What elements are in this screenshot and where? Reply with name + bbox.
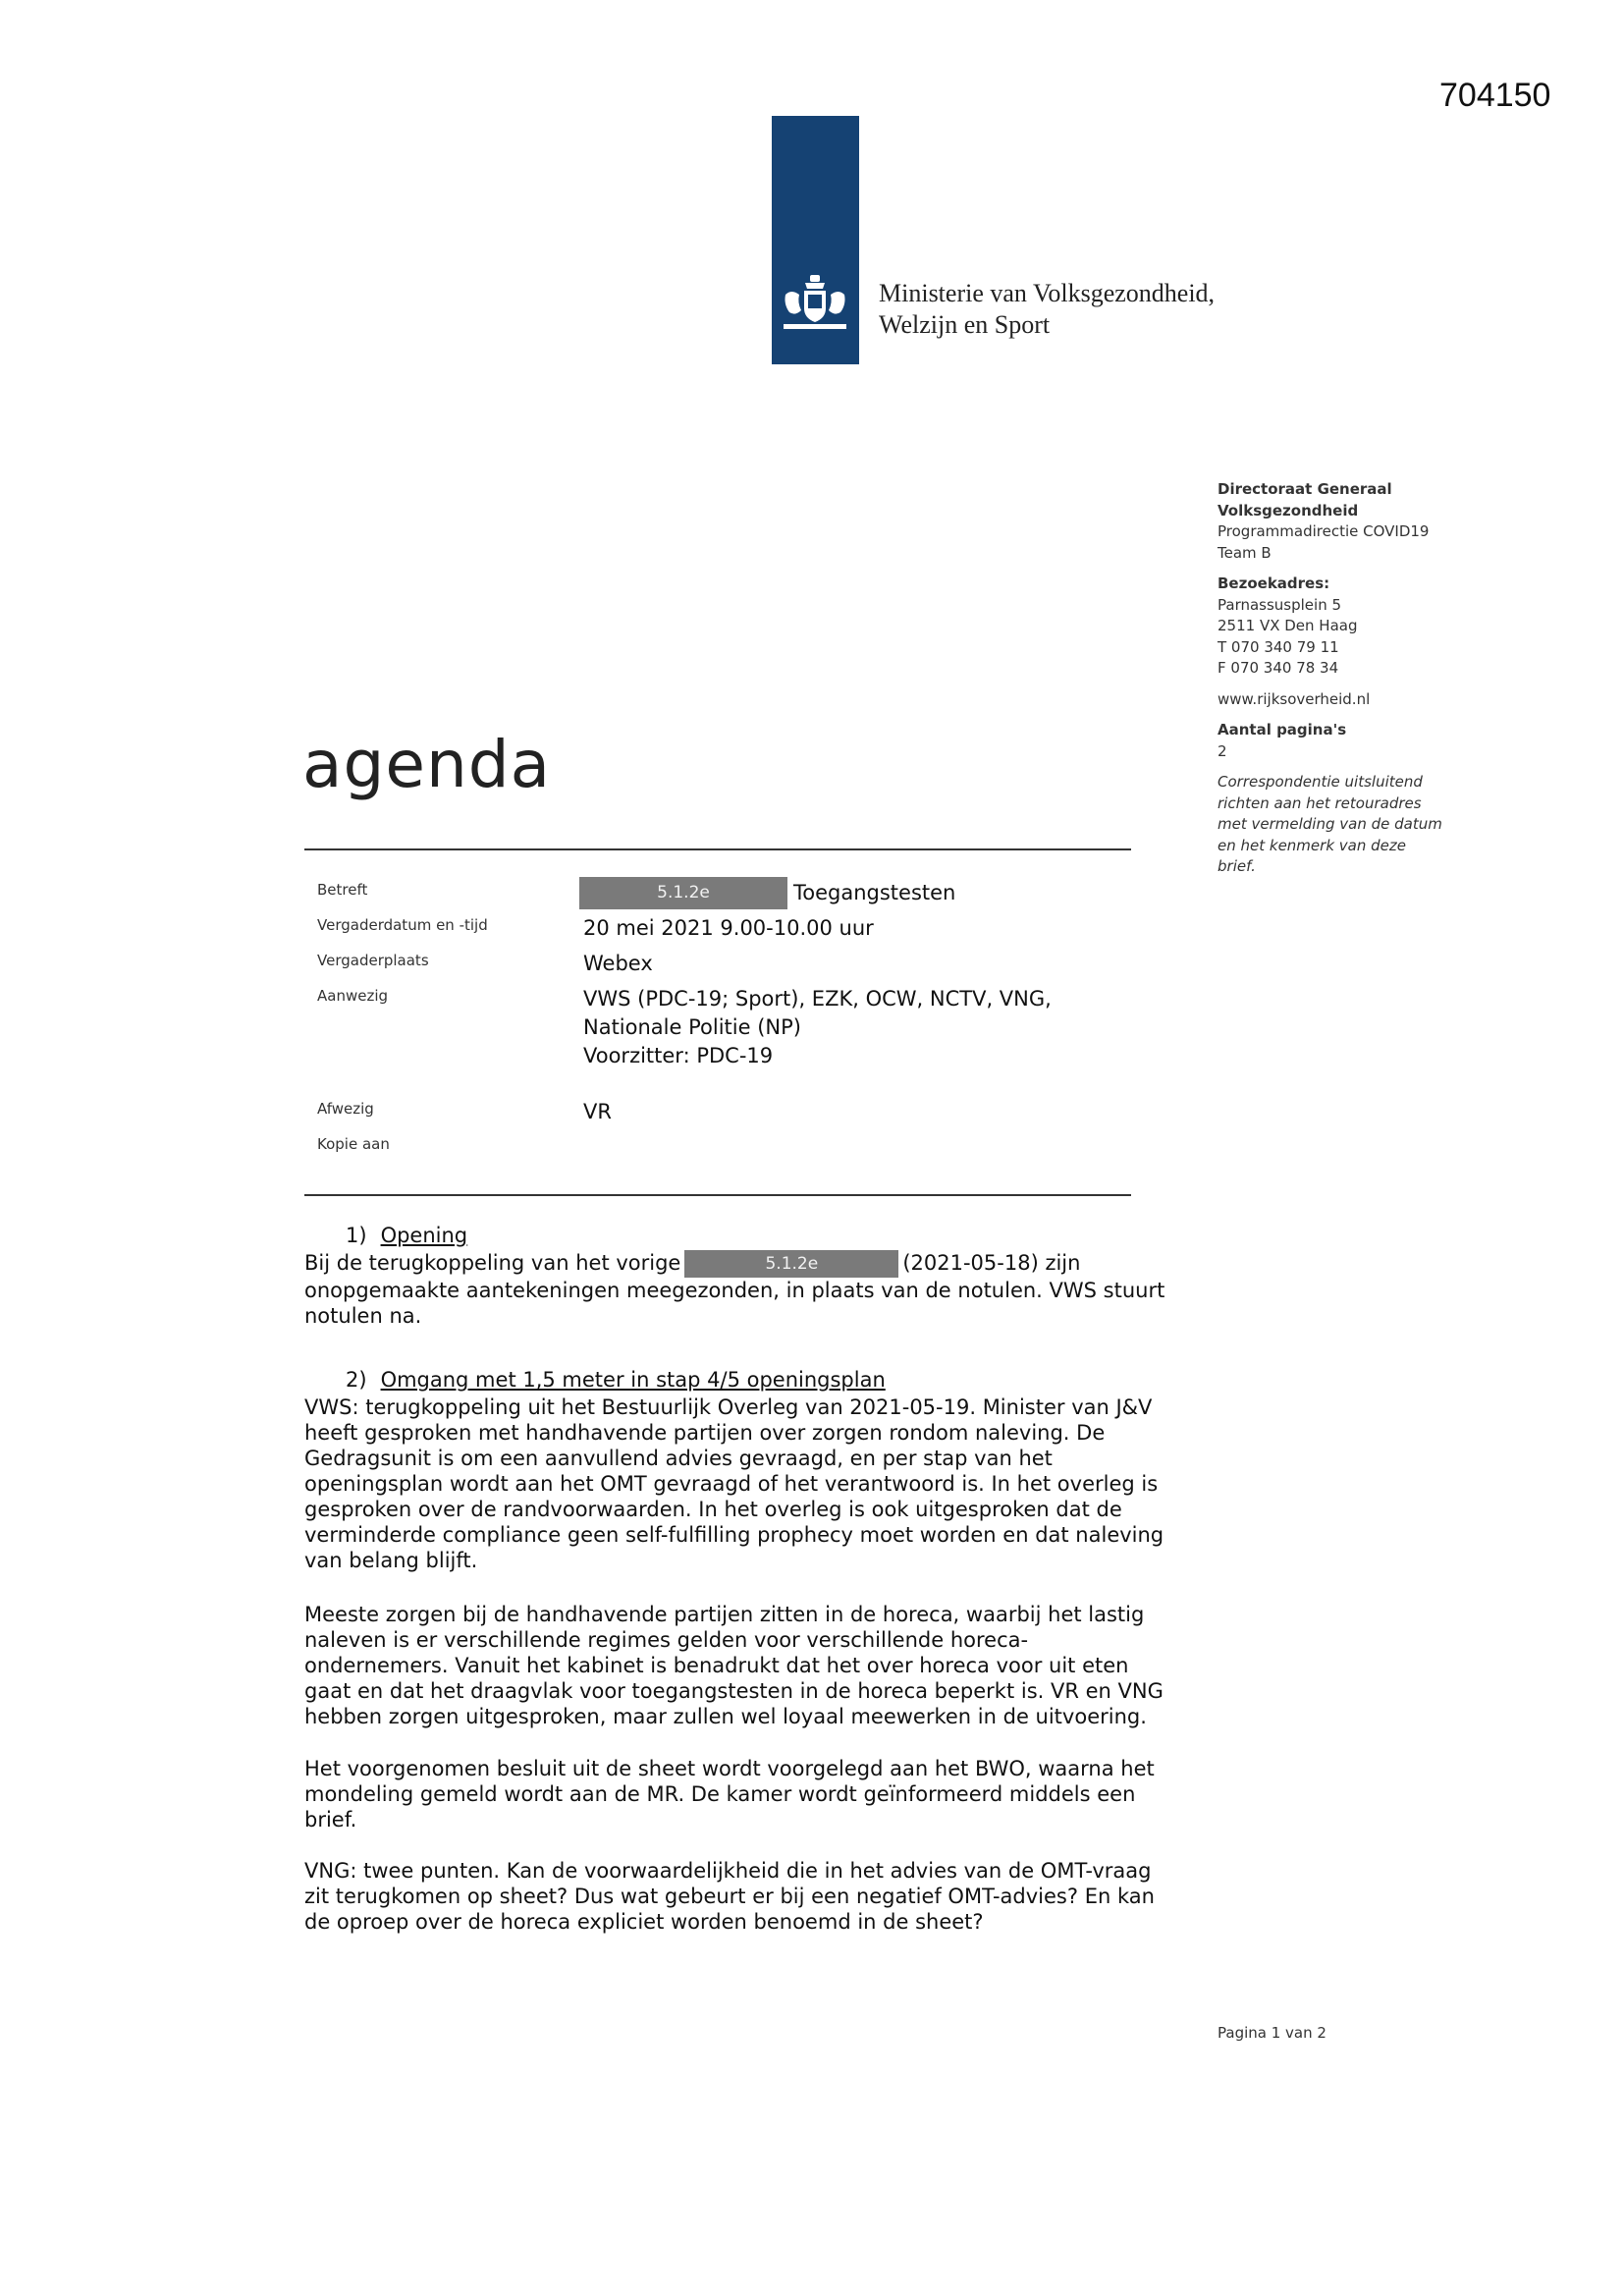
correspondence-note-line1: Correspondentie uitsluitend [1218,773,1423,791]
correspondence-note-line2: richten aan het retouradres [1218,793,1422,812]
ministry-name-line1: Ministerie van Volksgezondheid, [879,279,1216,307]
section-2-heading [346,1368,886,1392]
paragraph-line: mondeling gemeld wordt aan de MR. De kamer wordt geïnformeerd middels een [304,1782,1136,1806]
directorate-line2: Volksgezondheid [1218,501,1359,519]
section-1-title: Opening [380,1224,468,1247]
date-label: Vergaderdatum en -tijd [317,916,488,934]
street-address: Parnassusplein 5 [1218,595,1342,614]
paragraph-line: de oproep over de horeca expliciet worden benoemd in de sheet? [304,1910,984,1934]
visit-address-label: Bezoekadres: [1218,574,1330,592]
paragraph-line: verminderde compliance geen self-fulfilling prophecy moet worden en dat naleving [304,1523,1164,1547]
paragraph-line: openingsplan wordt aan het OMT gevraagd of het verantwoord is. In het overleg is [304,1472,1159,1496]
absent-value: VR [583,1100,612,1123]
present-line3: Voorzitter: PDC-19 [583,1044,774,1067]
section-1-line2: onopgemaakte aantekeningen meegezonden, in plaats van de notulen. VWS stuurt [304,1279,1165,1302]
ministry-name [879,278,1215,341]
section-1-text-a: Bij de terugkoppeling van het vorige [304,1251,681,1275]
section-1-line3: notulen na. [304,1304,422,1328]
paragraph-line: VNG: twee punten. Kan de voorwaardelijkheid die in het advies van de OMT-vraag [304,1859,1152,1883]
postal-city: 2511 VX Den Haag [1218,617,1358,634]
section-2-title: Omgang met 1,5 meter in stap 4/5 openingsplan [380,1368,886,1392]
ministry-logo-bar [772,116,859,364]
paragraph-line: zit terugkomen op sheet? Dus wat gebeurt er bij een negatief OMT-advies? En kan [304,1885,1155,1908]
paragraph-line: hebben zorgen uitgesproken, maar zullen wel loyaal meewerken in de uitvoering. [304,1705,1147,1728]
paragraph-line: Het voorgenomen besluit uit de sheet wordt voorgelegd aan het BWO, waarna het [304,1757,1155,1780]
correspondence-note-line5: brief. [1218,857,1256,875]
present-line1: VWS (PDC-19; Sport), EZK, OCW, NCTV, VNG, [583,987,1052,1011]
subject-value: Toegangstesten [793,881,956,904]
present-value [583,985,1052,1070]
paragraph-line: Meeste zorgen bij de handhavende partijen zitten in de horeca, waarbij het lastig [304,1603,1145,1626]
paragraph-line: gesproken over de randvoorwaarden. In het overleg is ook uitgesproken dat de [304,1498,1122,1521]
section-2-paragraph-4 [304,1858,1208,1935]
royal-coat-of-arms-icon [778,273,852,334]
place-value: Webex [583,952,653,975]
correspondence-note-line4: en het kenmerk van deze [1218,836,1406,854]
website-link[interactable]: www.rijksoverheid.nl [1218,689,1371,708]
place-label: Vergaderplaats [317,952,429,969]
paragraph-line: Gedragsunit is om een aanvullend advies gevraagd, en per stap van het [304,1447,1053,1470]
phone-number: T 070 340 79 11 [1218,637,1339,656]
paragraph-line: ondernemers. Vanuit het kabinet is benadrukt dat het over horeca voor uit eten [304,1654,1129,1677]
paragraph-line: brief. [304,1808,357,1831]
section-1-heading [346,1224,467,1247]
section-2-number: 2) [346,1368,367,1392]
paragraph-line: naleven is er verschillende regimes gelden voor verschillende horeca- [304,1628,1029,1652]
section-1-body [304,1250,1208,1329]
absent-label: Afwezig [317,1100,374,1118]
page-number-footer: Pagina 1 van 2 [1218,2024,1326,2042]
section-2-paragraph-3 [304,1756,1208,1832]
section-1-text-b: (2021-05-18) zijn [902,1251,1081,1275]
paragraph-line: gaat en dat het draagvlak voor toegangstesten in de horeca beperkt is. VR en VNG [304,1679,1164,1703]
page-title: agenda [302,727,552,802]
correspondence-note-line3: met vermelding van de datum [1218,815,1442,833]
bottom-divider [304,1194,1131,1196]
page-count-label: Aantal pagina's [1218,721,1347,738]
page-count-value: 2 [1218,741,1227,760]
section-1-redaction-box: 5.1.2e [684,1250,898,1278]
section-1-number: 1) [346,1224,367,1247]
directorate-line1: Directoraat Generaal [1218,480,1392,498]
top-divider [304,848,1131,850]
ministry-name-line2: Welzijn en Sport [879,310,1051,339]
team-name: Team B [1218,543,1272,562]
sender-info [1218,479,1473,878]
document-number: 704150 [1439,77,1551,114]
fax-number: F 070 340 78 34 [1218,659,1339,677]
paragraph-line: heeft gesproken met handhavende partijen over zorgen rondom naleving. De [304,1421,1106,1445]
paragraph-line: VWS: terugkoppeling uit het Bestuurlijk Overleg van 2021-05-19. Minister van J&V [304,1395,1153,1419]
copy-to-label: Kopie aan [317,1135,390,1153]
section-2-paragraph-1 [304,1394,1208,1573]
present-line2: Nationale Politie (NP) [583,1015,801,1039]
date-value: 20 mei 2021 9.00-10.00 uur [583,916,874,940]
paragraph-line: van belang blijft. [304,1549,478,1572]
program-directorate: Programmadirectie COVID19 [1218,522,1430,540]
subject-redaction-box: 5.1.2e [579,877,787,909]
present-label: Aanwezig [317,987,389,1005]
section-2-paragraph-2 [304,1602,1208,1729]
subject-label: Betreft [317,881,368,899]
